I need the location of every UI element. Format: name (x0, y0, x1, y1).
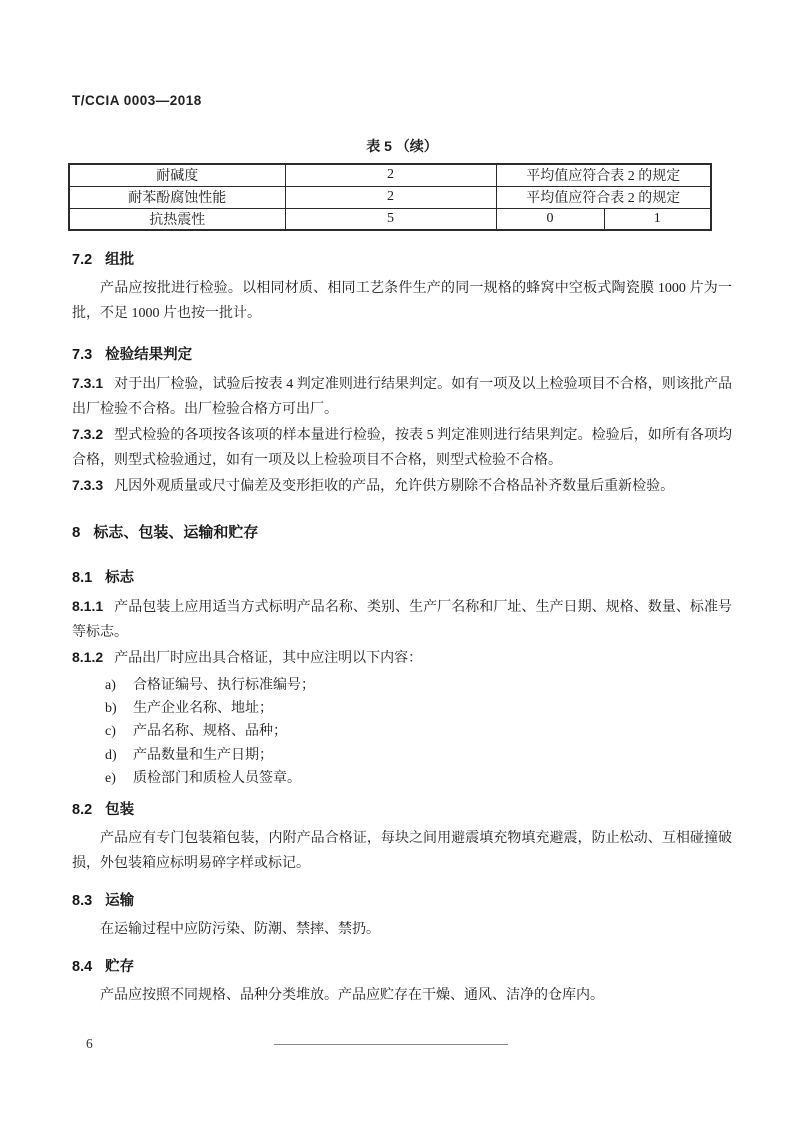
clause-8-1-1 (72, 594, 732, 645)
list-item (105, 720, 732, 743)
heading-number: 7.2 (72, 252, 93, 268)
clause-text: 凡因外观质量或尺寸偏差及变形拒收的产品，允许供方剔除不合格品补齐数量后重新检验。 (114, 479, 675, 494)
clause-number: 7.3.3 (72, 477, 104, 493)
heading-title: 标志 (105, 570, 135, 586)
end-of-text-divider (274, 1044, 508, 1045)
clause-number: 8.1.1 (72, 598, 104, 614)
list-item (105, 744, 732, 767)
heading-number: 8 (72, 524, 81, 541)
heading-8-3 (72, 889, 732, 910)
clause-text: 产品出厂时应出具合格证，其中应注明以下内容： (114, 651, 423, 666)
list-item-label: c) (105, 724, 116, 740)
clause-8-1-2 (72, 645, 732, 671)
cell-requirement-re: 1 (604, 208, 711, 230)
table-row (69, 164, 711, 186)
heading-8-4 (72, 955, 732, 976)
cell-sample-qty: 5 (285, 208, 496, 230)
heading-number: 8.1 (72, 570, 93, 586)
clause-7-3-1 (72, 371, 732, 422)
list-item-text: 产品名称、规格、品种； (133, 724, 287, 740)
heading-7-3 (72, 343, 732, 364)
heading-title: 标志、包装、运输和贮存 (93, 524, 259, 541)
list-item (105, 674, 732, 697)
table-caption: 表 5 （续） (366, 138, 438, 154)
clause-number: 7.3.1 (72, 375, 104, 391)
cell-requirement-ac: 0 (496, 208, 604, 230)
table-5-continued (68, 163, 712, 231)
list-item-text: 合格证编号、执行标准编号； (133, 678, 315, 693)
standard-number-header: T/CCIA 0003—2018 (72, 93, 202, 108)
heading-title: 运输 (105, 893, 135, 910)
clause-number: 7.3.2 (72, 426, 104, 442)
certificate-items-list (72, 674, 732, 790)
heading-8 (72, 521, 732, 542)
clause-text: 对于出厂检验，试验后按表 4 判定准则进行结果判定。如有一项及以上检验项目不合格，则该批产品出厂检验不合格。出厂检验合格方可出厂。 (72, 377, 732, 417)
heading-title: 包装 (105, 802, 135, 819)
cell-sample-qty: 2 (285, 186, 496, 208)
clause-text: 产品包装上应用适当方式标明产品名称、类别、生产厂名称和厂址、生产日期、规格、数量、标准号等标志。 (72, 600, 732, 640)
clause-7-3-2 (72, 422, 732, 473)
heading-number: 7.3 (72, 347, 93, 363)
heading-title: 检验结果判定 (105, 347, 193, 363)
paragraph-8-3: 在运输过程中应防污染、防潮、禁摔、禁扔。 (100, 922, 380, 938)
list-item-label: b) (105, 701, 117, 717)
list-item-label: d) (105, 747, 117, 763)
table-row (69, 186, 711, 208)
paragraph-8-2: 产品应有专门包装箱包装，内附产品合格证，每块之间用避震填充物填充避震，防止松动、互相碰撞破损，外包装箱应标明易碎字样或标记。 (72, 831, 732, 872)
heading-number: 8.3 (72, 893, 93, 910)
paragraph-7-2: 产品应按批进行检验。以相同材质、相同工艺条件生产的同一规格的蜂窝中空板式陶瓷膜 1000 片为一批，不足 1000 片也按一批计。 (72, 281, 732, 321)
paragraph-8-4: 产品应按照不同规格、品种分类堆放。产品应贮存在干燥、通风、洁净的仓库内。 (100, 988, 604, 1004)
cell-item-name: 耐苯酚腐蚀性能 (69, 186, 285, 208)
list-item-label: e) (105, 770, 116, 786)
cell-item-name: 抗热震性 (69, 208, 285, 230)
heading-8-1 (72, 566, 732, 587)
cell-requirement: 平均值应符合表 2 的规定 (496, 164, 711, 186)
clause-number: 8.1.2 (72, 649, 104, 665)
heading-title: 贮存 (105, 959, 135, 976)
clause-text: 型式检验的各项按各该项的样本量进行检验，按表 5 判定准则进行结果判定。检验后，如所有各项均合格，则型式检验通过，如有一项及以上检验项目不合格，则型式检验不合格。 (72, 428, 732, 468)
cell-requirement: 平均值应符合表 2 的规定 (496, 186, 711, 208)
heading-title: 组批 (105, 252, 135, 268)
table-row (69, 208, 711, 230)
cell-sample-qty: 2 (285, 164, 496, 186)
page-content (72, 93, 732, 1045)
clause-7-3-3 (72, 473, 732, 499)
heading-number: 8.4 (72, 959, 93, 976)
heading-number: 8.2 (72, 802, 93, 819)
cell-item-name: 耐碱度 (69, 164, 285, 186)
list-item (105, 697, 732, 720)
page-number: 6 (86, 1036, 93, 1051)
heading-7-2 (72, 248, 732, 269)
list-item (105, 767, 732, 790)
list-item-text: 产品数量和生产日期； (133, 747, 273, 763)
list-item-text: 质检部门和质检人员签章。 (133, 770, 301, 786)
list-item-label: a) (105, 678, 116, 693)
list-item-text: 生产企业名称、地址； (133, 701, 273, 717)
heading-8-2 (72, 798, 732, 819)
